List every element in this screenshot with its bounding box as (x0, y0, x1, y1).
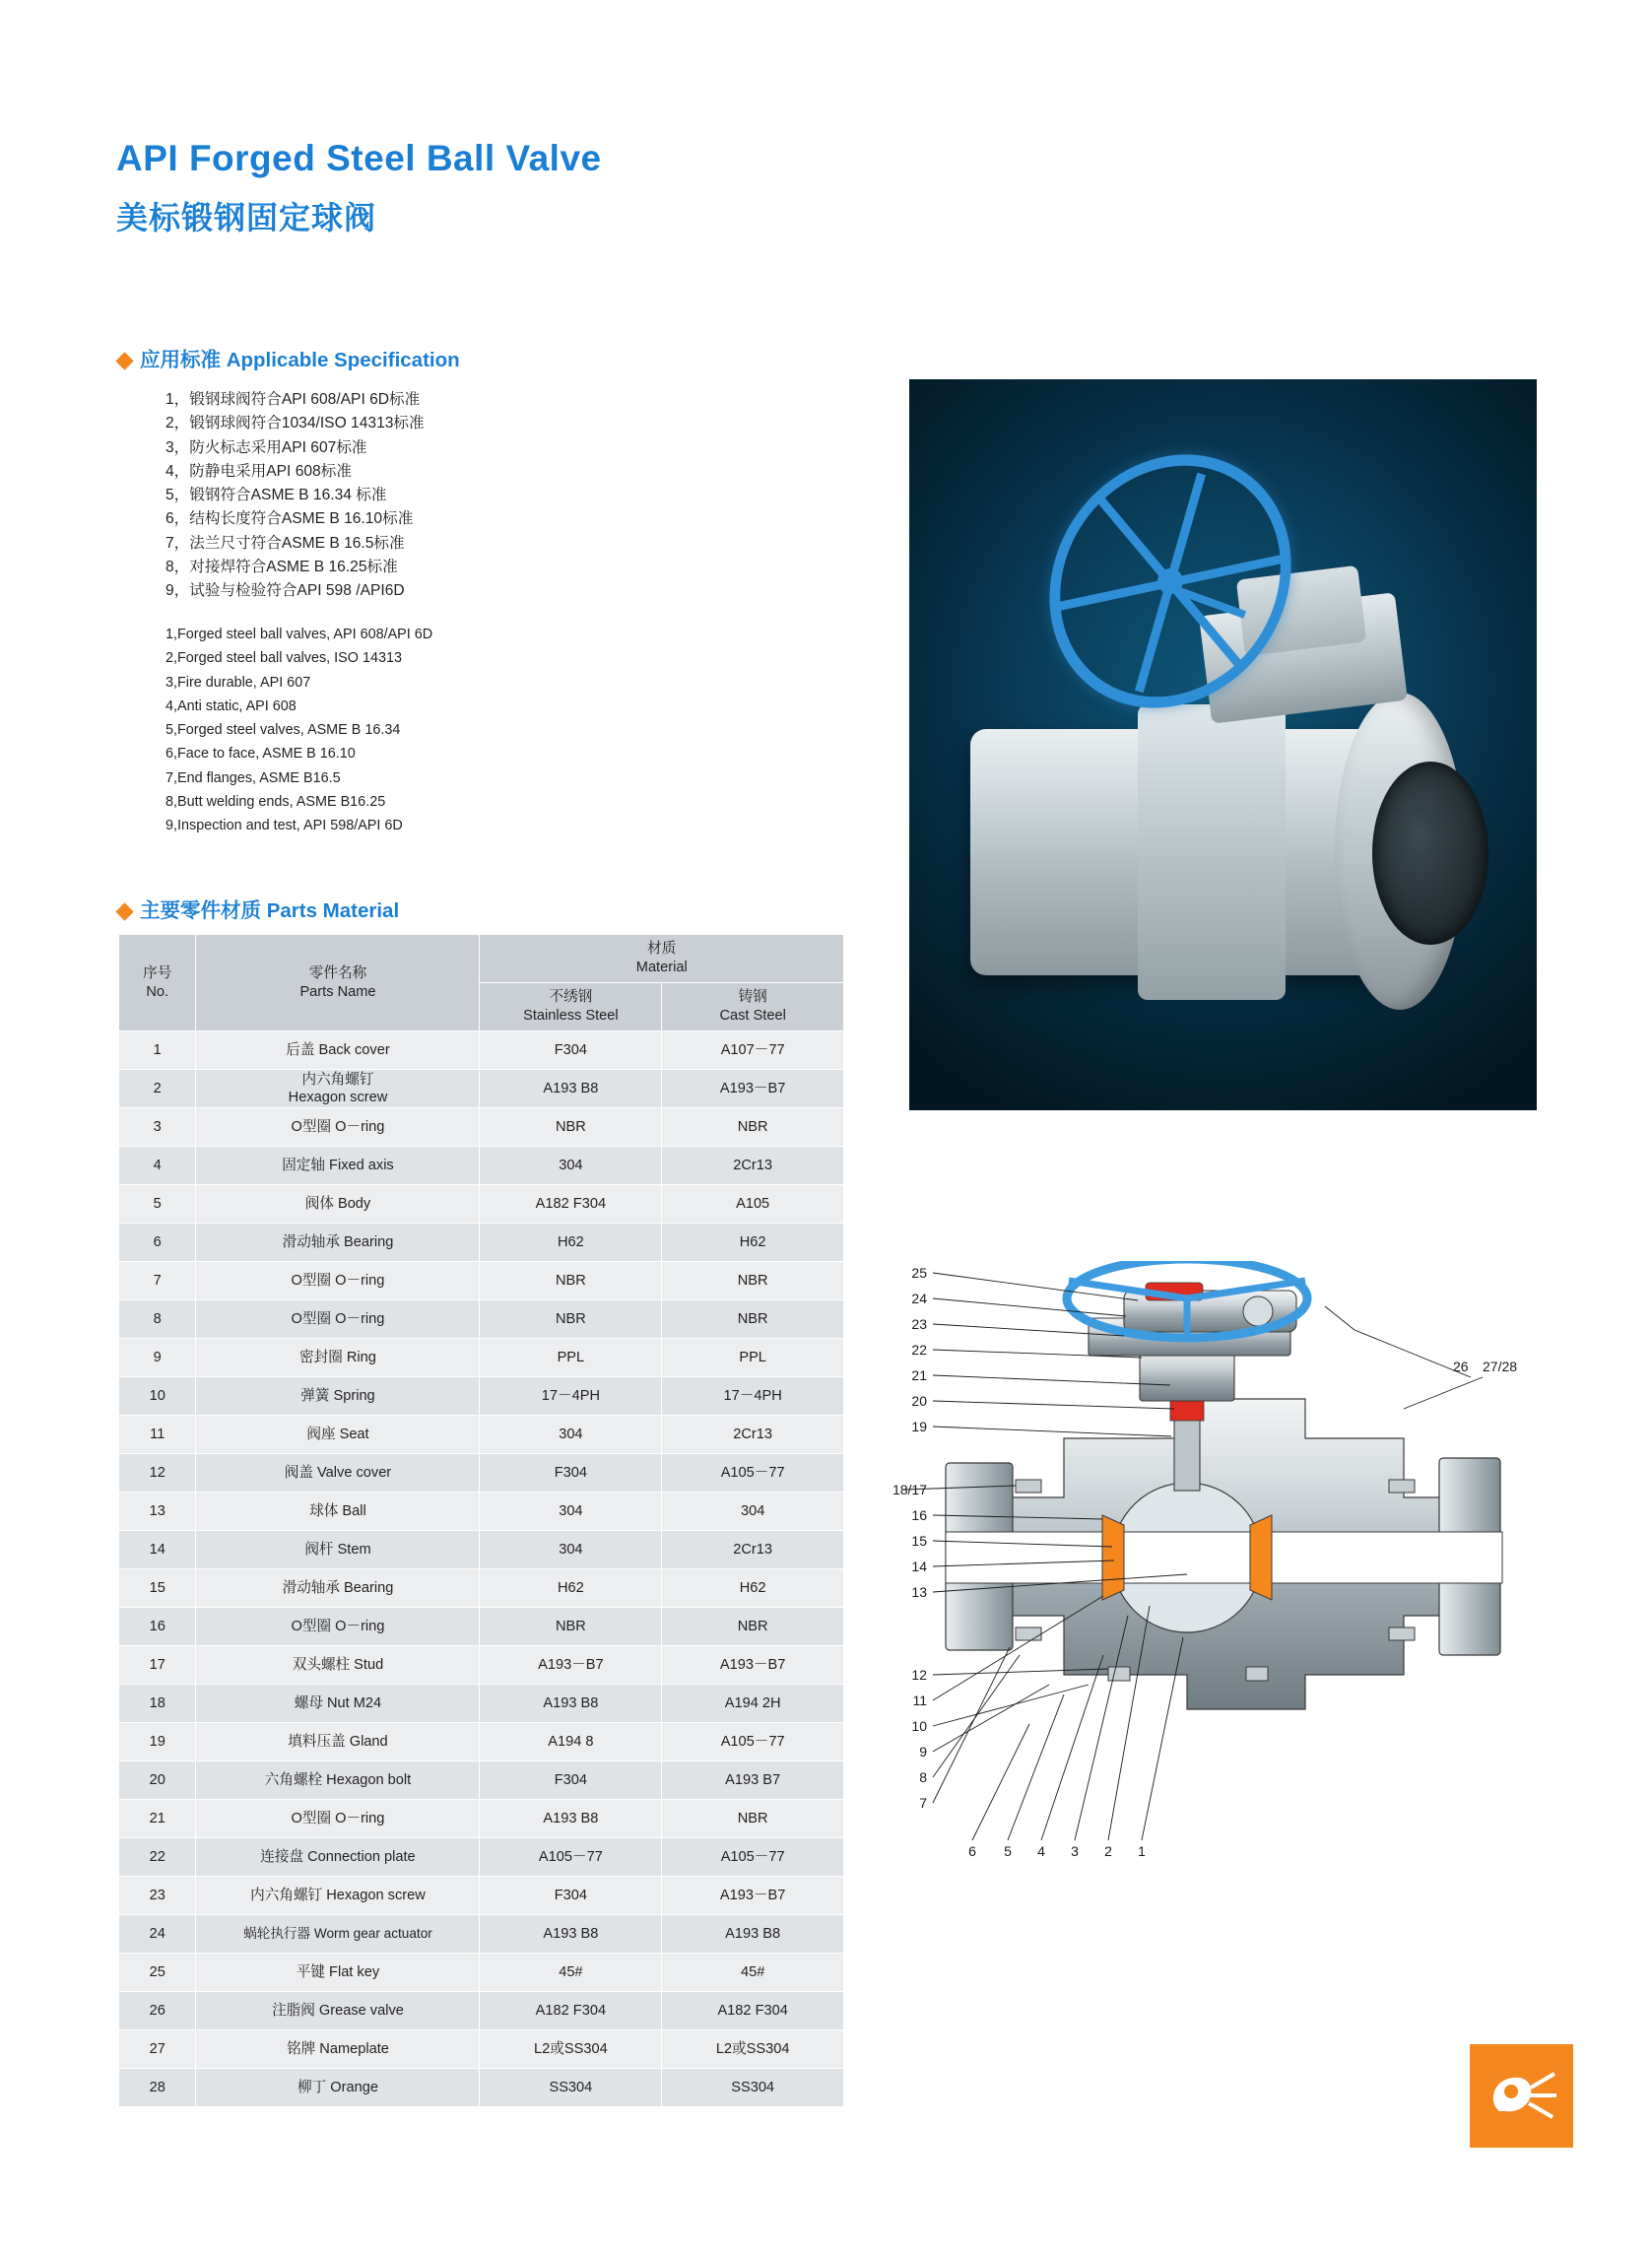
cell-parts-name: 弹簧 Spring (196, 1377, 480, 1416)
cell-parts-name: 柳丁 Orange (196, 2069, 480, 2107)
cell-no: 13 (119, 1493, 196, 1531)
cell-no: 18 (119, 1685, 196, 1723)
valve-middle-shape (1138, 704, 1286, 1000)
cell-no: 20 (119, 1761, 196, 1800)
table-row (119, 1608, 844, 1646)
cell-cast-steel: A193 B7 (662, 1761, 844, 1800)
svg-text:9: 9 (919, 1744, 927, 1759)
cell-no: 8 (119, 1300, 196, 1339)
company-logo (1470, 2044, 1573, 2148)
spec-item-cn: 1，锻钢球阀符合API 608/API 6D标准 (165, 391, 421, 408)
table-row (119, 1147, 844, 1185)
cell-cast-steel: PPL (662, 1339, 844, 1377)
cell-stainless-steel: SS304 (480, 2069, 662, 2107)
svg-text:16: 16 (911, 1507, 927, 1523)
cell-cast-steel: 45# (662, 1954, 844, 1992)
spec-item-en: 4,Anti static, API 608 (165, 697, 297, 714)
svg-text:14: 14 (911, 1559, 927, 1574)
cell-stainless-steel: PPL (480, 1339, 662, 1377)
cell-stainless-steel: 304 (480, 1493, 662, 1531)
svg-text:7: 7 (919, 1795, 927, 1811)
cell-cast-steel: A194 2H (662, 1685, 844, 1723)
cell-stainless-steel: A193 B8 (480, 1915, 662, 1954)
svg-text:4: 4 (1037, 1843, 1045, 1859)
cell-stainless-steel: 17－4PH (480, 1377, 662, 1416)
cell-parts-name: 六角螺栓 Hexagon bolt (196, 1761, 480, 1800)
cell-parts-name: 滑动轴承 Bearing (196, 1224, 480, 1262)
cell-cast-steel: A193－B7 (662, 1646, 844, 1685)
cell-no: 21 (119, 1800, 196, 1838)
header-material-en: Material (635, 960, 688, 975)
svg-text:25: 25 (911, 1265, 927, 1281)
product-photo (909, 379, 1537, 1110)
svg-text:23: 23 (911, 1316, 927, 1332)
cell-no: 5 (119, 1185, 196, 1224)
cell-no: 23 (119, 1877, 196, 1915)
spec-item-en: 5,Forged steel valves, ASME B 16.34 (165, 722, 401, 739)
cell-stainless-steel: 304 (480, 1531, 662, 1569)
svg-text:10: 10 (911, 1718, 927, 1734)
cell-no: 3 (119, 1108, 196, 1147)
page-title-cn: 美标锻钢固定球阀 (116, 200, 377, 235)
table-row (119, 1992, 844, 2030)
header-cell-no (119, 935, 196, 1031)
cell-stainless-steel: NBR (480, 1262, 662, 1300)
cell-stainless-steel: L2或SS304 (480, 2030, 662, 2069)
cell-stainless-steel: F304 (480, 1761, 662, 1800)
header-cell-cast-steel (662, 983, 844, 1031)
cell-stainless-steel: NBR (480, 1608, 662, 1646)
spec-item-cn: 5，锻钢符合ASME B 16.34 标准 (165, 487, 387, 504)
table-row (119, 1761, 844, 1800)
cell-stainless-steel: F304 (480, 1031, 662, 1070)
header-cell-material (480, 935, 844, 983)
svg-text:27/28: 27/28 (1483, 1359, 1518, 1374)
diamond-bullet-icon (115, 902, 133, 920)
table-row (119, 2030, 844, 2069)
cell-cast-steel: A105－77 (662, 1838, 844, 1877)
cell-cast-steel: A193－B7 (662, 1877, 844, 1915)
seat-right (1250, 1515, 1272, 1600)
cell-cast-steel: 2Cr13 (662, 1147, 844, 1185)
svg-text:12: 12 (911, 1667, 927, 1683)
cell-parts-name-cn: 内六角螺钉 (301, 1072, 374, 1088)
table-header (119, 935, 844, 1031)
page-title-en: API Forged Steel Ball Valve (116, 138, 602, 178)
svg-text:2: 2 (1104, 1843, 1112, 1859)
cell-stainless-steel: A182 F304 (480, 1992, 662, 2030)
section-heading-specification-label: 应用标准 Applicable Specification (140, 349, 460, 371)
cell-no: 1 (119, 1031, 196, 1070)
cell-cast-steel: A193－B7 (662, 1070, 844, 1108)
cell-stainless-steel: A193 B8 (480, 1685, 662, 1723)
spec-item-en: 9,Inspection and test, API 598/API 6D (165, 818, 403, 834)
cell-stainless-steel: NBR (480, 1108, 662, 1147)
cell-no: 28 (119, 2069, 196, 2107)
svg-text:18/17: 18/17 (892, 1482, 927, 1497)
spec-item-cn: 6，结构长度符合ASME B 16.10标准 (165, 510, 414, 528)
cell-no: 4 (119, 1147, 196, 1185)
table-body (119, 1031, 844, 2107)
table-row (119, 2069, 844, 2107)
header-ss-en: Stainless Steel (523, 1008, 619, 1024)
cell-no: 9 (119, 1339, 196, 1377)
cell-parts-name: 连接盘 Connection plate (196, 1838, 480, 1877)
cell-parts-name: O型圈 O－ring (196, 1108, 480, 1147)
spec-item-en: 1,Forged steel ball valves, API 608/API 6D (165, 627, 433, 642)
table-row (119, 1416, 844, 1454)
cell-no: 25 (119, 1954, 196, 1992)
cell-cast-steel: 17－4PH (662, 1377, 844, 1416)
cell-no: 7 (119, 1262, 196, 1300)
cell-no: 17 (119, 1646, 196, 1685)
section-heading-parts-material-label: 主要零件材质 Parts Material (140, 899, 400, 922)
cell-no: 2 (119, 1070, 196, 1108)
cell-stainless-steel: F304 (480, 1877, 662, 1915)
cell-parts-name: O型圈 O－ring (196, 1262, 480, 1300)
cell-stainless-steel: A193 B8 (480, 1070, 662, 1108)
cell-parts-name: 平键 Flat key (196, 1954, 480, 1992)
cell-cast-steel: NBR (662, 1262, 844, 1300)
cell-parts-name: 阀盖 Valve cover (196, 1454, 480, 1493)
spec-item-cn: 2，锻钢球阀符合1034/ISO 14313标准 (165, 415, 425, 432)
cell-stainless-steel: F304 (480, 1454, 662, 1493)
header-no-cn: 序号 (143, 964, 172, 981)
cell-parts-name: 密封圈 Ring (196, 1339, 480, 1377)
cell-parts-name: 内六角螺钉 Hexagon screw (196, 1877, 480, 1915)
cell-no: 11 (119, 1416, 196, 1454)
cell-parts-name: 铭牌 Nameplate (196, 2030, 480, 2069)
table-row (119, 1800, 844, 1838)
cell-cast-steel: NBR (662, 1608, 844, 1646)
gland-section (1140, 1350, 1234, 1401)
spec-item-cn: 9，试验与检验符合API 598 /API6D (165, 582, 405, 600)
leader-lines-right (1325, 1306, 1483, 1409)
table-row (119, 1838, 844, 1877)
table-row (119, 1685, 844, 1723)
table-row (119, 1954, 844, 1992)
table-row (119, 1723, 844, 1761)
cell-no: 15 (119, 1569, 196, 1608)
table-row (119, 1915, 844, 1954)
table-header-row-1 (119, 935, 844, 983)
svg-text:20: 20 (911, 1393, 927, 1409)
cell-parts-name: 阀座 Seat (196, 1416, 480, 1454)
table-row (119, 1531, 844, 1569)
cell-stainless-steel: 304 (480, 1416, 662, 1454)
cell-parts-name: 球体 Ball (196, 1493, 480, 1531)
cell-parts-name: 阀体 Body (196, 1185, 480, 1224)
section-heading-parts-material (118, 894, 399, 923)
spec-item-cn: 3，防火标志采用API 607标准 (165, 438, 367, 456)
spec-item-en: 6,Face to face, ASME B 16.10 (165, 746, 356, 763)
cell-cast-steel: A107－77 (662, 1031, 844, 1070)
callout-labels-right (1453, 1359, 1517, 1374)
cell-no: 16 (119, 1608, 196, 1646)
cell-cast-steel: H62 (662, 1224, 844, 1262)
spec-item-en: 8,Butt welding ends, ASME B16.25 (165, 794, 386, 811)
cell-parts-name: 注脂阀 Grease valve (196, 1992, 480, 2030)
cell-no: 22 (119, 1838, 196, 1877)
table-row (119, 1454, 844, 1493)
cell-parts-name: O型圈 O－ring (196, 1300, 480, 1339)
header-no-en: No. (146, 983, 169, 1000)
cell-no: 14 (119, 1531, 196, 1569)
table-row (119, 1339, 844, 1377)
svg-text:1: 1 (1138, 1843, 1146, 1859)
cell-no: 26 (119, 1992, 196, 2030)
svg-text:6: 6 (968, 1843, 976, 1859)
cell-stainless-steel: A105－77 (480, 1838, 662, 1877)
svg-text:24: 24 (911, 1291, 927, 1306)
spec-item-en: 2,Forged steel ball valves, ISO 14313 (165, 650, 402, 667)
cell-cast-steel: A105 (662, 1185, 844, 1224)
table-row (119, 1185, 844, 1224)
cutaway-drawing-svg (892, 1261, 1542, 1872)
table-row (119, 1031, 844, 1070)
cell-no: 10 (119, 1377, 196, 1416)
actuator-shaft (1243, 1296, 1273, 1326)
header-name-en: Parts Name (299, 983, 376, 1000)
spec-item-cn: 4，防静电采用API 608标准 (165, 462, 352, 480)
seat-left (1102, 1515, 1124, 1600)
callout-labels-left (892, 1265, 927, 1811)
cell-stainless-steel: H62 (480, 1569, 662, 1608)
cell-parts-name: O型圈 O－ring (196, 1800, 480, 1838)
table-row (119, 1646, 844, 1685)
svg-text:19: 19 (911, 1419, 927, 1434)
specification-list-en (165, 623, 432, 838)
cell-parts-name: 固定轴 Fixed axis (196, 1147, 480, 1185)
cell-cast-steel: 304 (662, 1493, 844, 1531)
svg-text:3: 3 (1071, 1843, 1079, 1859)
cell-parts-name: 阀杆 Stem (196, 1531, 480, 1569)
header-material-cn: 材质 (647, 941, 677, 957)
cell-stainless-steel: 45# (480, 1954, 662, 1992)
header-cs-cn: 铸钢 (738, 989, 767, 1005)
cell-cast-steel: NBR (662, 1800, 844, 1838)
header-ss-cn: 不绣钢 (549, 989, 593, 1005)
cell-no: 6 (119, 1224, 196, 1262)
cell-parts-name: 蜗轮执行器 Worm gear actuator (196, 1915, 480, 1954)
cell-no: 12 (119, 1454, 196, 1493)
spec-item-cn: 8，对接焊符合ASME B 16.25标准 (165, 559, 398, 576)
cell-cast-steel: L2或SS304 (662, 2030, 844, 2069)
table-row (119, 1224, 844, 1262)
table-row (119, 1262, 844, 1300)
cell-cast-steel: SS304 (662, 2069, 844, 2107)
cell-cast-steel: A193 B8 (662, 1915, 844, 1954)
header-cell-parts-name (196, 935, 480, 1031)
cell-no: 27 (119, 2030, 196, 2069)
cell-parts-name: 双头螺柱 Stud (196, 1646, 480, 1685)
cell-parts-name: 滑动轴承 Bearing (196, 1569, 480, 1608)
valve-bore-shape (1372, 762, 1488, 945)
cutaway-drawing (892, 1261, 1542, 1872)
cell-cast-steel: 2Cr13 (662, 1416, 844, 1454)
table-row (119, 1108, 844, 1147)
table-row (119, 1569, 844, 1608)
cell-parts-name: 后盖 Back cover (196, 1031, 480, 1070)
svg-text:13: 13 (911, 1584, 927, 1600)
cell-no: 19 (119, 1723, 196, 1761)
svg-text:5: 5 (1004, 1843, 1012, 1859)
cell-parts-name: O型圈 O－ring (196, 1608, 480, 1646)
cell-parts-name (196, 1070, 480, 1108)
cell-cast-steel: A105－77 (662, 1723, 844, 1761)
svg-text:11: 11 (912, 1693, 927, 1708)
table-row (119, 1070, 844, 1108)
cell-stainless-steel: A193 B8 (480, 1800, 662, 1838)
cell-stainless-steel: NBR (480, 1300, 662, 1339)
cell-cast-steel: NBR (662, 1300, 844, 1339)
spec-item-en: 7,End flanges, ASME B16.5 (165, 769, 341, 786)
svg-text:26: 26 (1453, 1359, 1469, 1374)
header-cs-en: Cast Steel (719, 1008, 786, 1024)
cell-parts-name-en: Hexagon screw (288, 1090, 388, 1105)
table-row (119, 1493, 844, 1531)
cell-cast-steel: A105－77 (662, 1454, 844, 1493)
header-cell-stainless-steel (480, 983, 662, 1031)
cell-stainless-steel: 304 (480, 1147, 662, 1185)
diamond-bullet-icon (115, 352, 133, 369)
header-name-cn: 零件名称 (308, 964, 367, 981)
spec-item-en: 3,Fire durable, API 607 (165, 674, 311, 691)
svg-text:15: 15 (911, 1533, 927, 1549)
callout-labels-bottom (968, 1843, 1146, 1859)
table-row (119, 1300, 844, 1339)
table-row (119, 1377, 844, 1416)
section-heading-specification (118, 343, 460, 372)
cell-stainless-steel: H62 (480, 1224, 662, 1262)
table-row (119, 1877, 844, 1915)
company-logo-icon (1470, 2044, 1573, 2148)
svg-text:22: 22 (911, 1342, 927, 1358)
specification-list-cn (165, 388, 425, 604)
cell-cast-steel: H62 (662, 1569, 844, 1608)
cell-stainless-steel: A182 F304 (480, 1185, 662, 1224)
cell-stainless-steel: A194 8 (480, 1723, 662, 1761)
ball-bore (1112, 1532, 1262, 1583)
cell-cast-steel: NBR (662, 1108, 844, 1147)
parts-material-table (118, 934, 844, 2107)
cell-stainless-steel: A193－B7 (480, 1646, 662, 1685)
cell-no: 24 (119, 1915, 196, 1954)
cell-parts-name: 螺母 Nut M24 (196, 1685, 480, 1723)
spec-item-cn: 7，法兰尺寸符合ASME B 16.5标准 (165, 534, 405, 552)
cell-parts-name: 填料压盖 Gland (196, 1723, 480, 1761)
svg-text:8: 8 (919, 1769, 927, 1785)
svg-text:21: 21 (911, 1367, 927, 1383)
cell-cast-steel: A182 F304 (662, 1992, 844, 2030)
cell-cast-steel: 2Cr13 (662, 1531, 844, 1569)
